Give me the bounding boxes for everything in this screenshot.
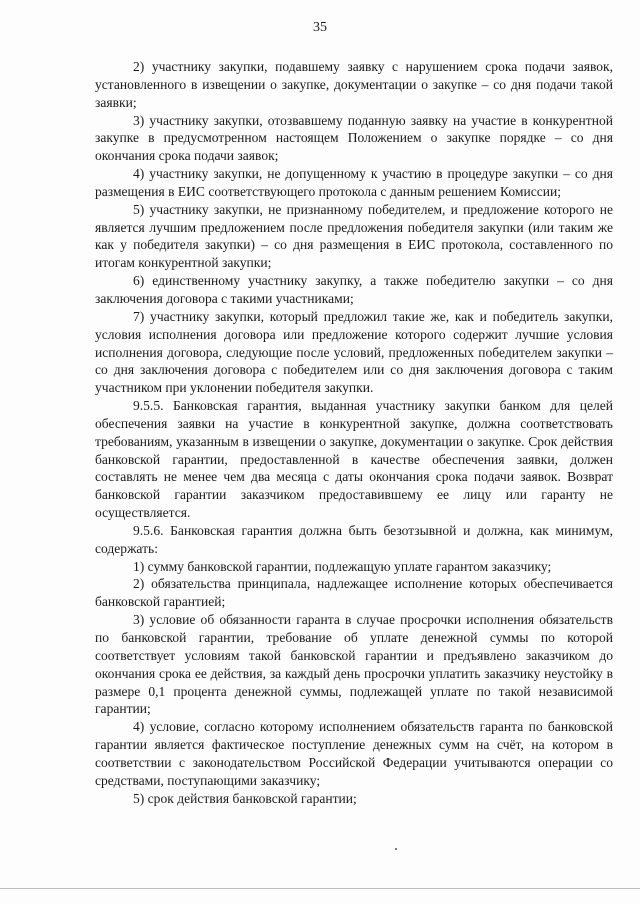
paragraph-subitem-5: 5) срок действия банковской гарантии;: [133, 790, 357, 806]
paragraph-subitem-4: 4) условие, согласно которому исполнением обязательств гаранта по банковской гарантии является фактическое поступление денежных сумм на счёт, на котором в соответствии с законодательством Российской Федерации учитываются операции со средствами, поступающими заказчику;: [95, 719, 613, 788]
scan-artifact: [395, 848, 397, 850]
paragraph-item-5: 5) участнику закупки, не признанному победителем, и предложение которого не является лучшим предложением после предложения победителя закупки (или таким же как у победителя закупки) – со дня размещения в ЕИС протокола, составленного по итогам конкурентной закупки;: [95, 201, 613, 271]
paragraph-item-6: 6) единственному участнику закупку, а также победителю закупки – со дня заключения договора с такими участниками;: [95, 273, 613, 306]
paragraph-subitem-3: 3) условие об обязанности гаранта в случае просрочки исполнения обязательств по банковской гарантии, требование об уплате денежной суммы по которой соответствует условиям такой банковской гарантии и предъявлено заказчиком до окончания срока ее действия, за каждый день просрочки уплатить заказчику неустойку в размере 0,1 процента денежной суммы, подлежащей уплате по такой независимой гарантии;: [95, 612, 613, 717]
paragraph-subitem-1: 1) сумму банковской гарантии, подлежащую уплате гарантом заказчику;: [133, 558, 552, 574]
paragraph-9-5-5: 9.5.5. Банковская гарантия, выданная участнику закупки банком для целей обеспечения заявки на участие в конкурентной закупке, должна соответствовать требованиям, указанным в извещении о закупке, документации о закупке. Срок действия банковской гарантии, предоставленной в качестве обеспечения заявки, должен составлять не менее чем два месяца с даты окончания срока подачи заявок. Возврат банковской гарантии заказчиком предоставившему ее лицу или гаранту не осуществляется.: [95, 398, 613, 521]
paragraph-subitem-2: 2) обязательства принципала, надлежащее исполнение которых обеспечивается банковской гарантией;: [95, 576, 613, 610]
paragraph-item-2: 2) участнику закупки, подавшему заявку с нарушением срока подачи заявок, установленного в извещении о закупке, документации о закупке – со дня подачи такой заявки;: [95, 59, 613, 110]
scan-edge-line: [0, 888, 640, 889]
paragraph-9-5-6: 9.5.6. Банковская гарантия должна быть безотзывной и должна, как минимум, содержать:: [95, 522, 613, 556]
document-body: [95, 58, 613, 807]
paragraph-item-3: 3) участнику закупки, отозвавшему поданную заявку на участие в конкурентной закупке в предусмотренном настоящем Положением о закупке порядке – со дня окончания срока подачи заявок;: [95, 112, 613, 164]
paragraph-item-7: 7) участнику закупки, который предложил такие же, как и победитель закупки, условия исполнения договора или предложение которого содержит лучшие условия исполнения договора, следующие после условий, предложенных победителем закупки – со дня заключения договора с победителем или со дня заключения договора с таким участником при уклонении победителя закупки.: [95, 308, 613, 396]
paragraph-item-4: 4) участнику закупки, не допущенному к участию в процедуре закупки – со дня размещения в ЕИС соответствующего протокола с данным решением Комиссии;: [95, 166, 613, 199]
page-number: 35: [313, 20, 327, 35]
